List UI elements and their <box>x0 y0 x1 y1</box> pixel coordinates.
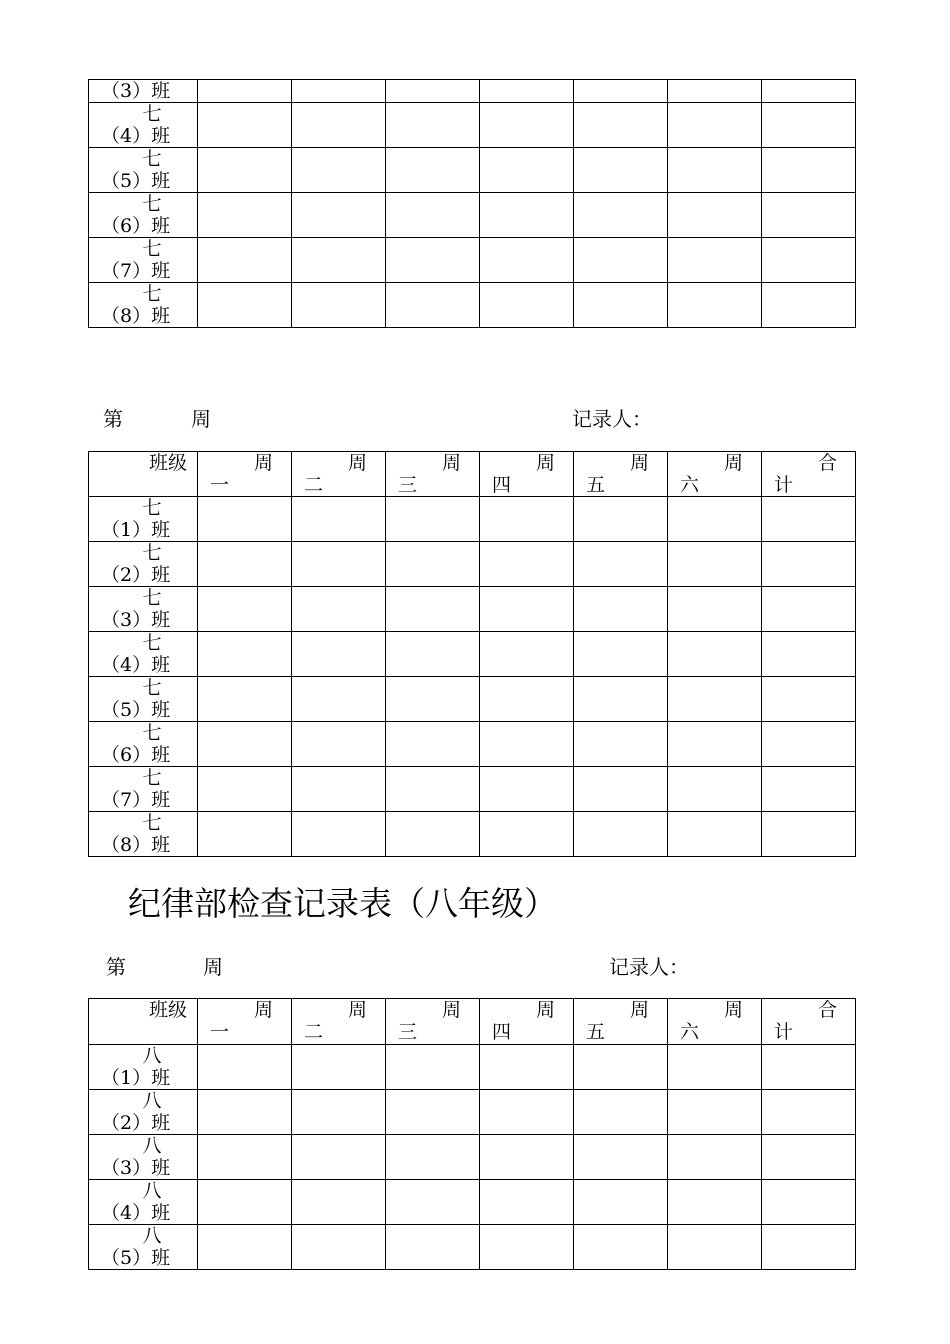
score-cell[interactable] <box>198 767 292 812</box>
score-cell[interactable] <box>292 103 386 148</box>
score-cell[interactable] <box>574 1045 668 1090</box>
score-cell[interactable] <box>480 103 574 148</box>
score-cell[interactable] <box>480 1225 574 1270</box>
table-grade7 <box>88 451 856 857</box>
recorder-label: 记录人： <box>609 955 689 979</box>
week-suffix: 周 <box>203 955 223 979</box>
score-cell[interactable] <box>668 1180 762 1225</box>
score-cell[interactable] <box>480 632 574 677</box>
score-cell[interactable] <box>480 542 574 587</box>
score-cell[interactable] <box>386 238 480 283</box>
score-cell[interactable] <box>480 812 574 857</box>
score-cell[interactable] <box>762 1180 856 1225</box>
score-cell[interactable] <box>292 497 386 542</box>
class-cell: 八 （2）班 <box>89 1090 198 1135</box>
score-cell[interactable] <box>198 722 292 767</box>
header-day: 周 四 <box>480 452 574 497</box>
table-row <box>89 80 856 103</box>
score-cell[interactable] <box>386 632 480 677</box>
score-cell[interactable] <box>292 722 386 767</box>
class-cell: （3）班 <box>89 80 198 103</box>
score-cell[interactable] <box>198 193 292 238</box>
score-cell[interactable] <box>762 497 856 542</box>
table-row <box>89 722 856 767</box>
score-cell[interactable] <box>668 812 762 857</box>
score-cell[interactable] <box>292 1180 386 1225</box>
score-cell[interactable] <box>762 722 856 767</box>
score-cell[interactable] <box>198 238 292 283</box>
score-cell[interactable] <box>480 80 574 103</box>
table-row <box>89 103 856 148</box>
score-cell[interactable] <box>386 722 480 767</box>
header-day: 周 三 <box>386 999 480 1045</box>
page-title: 纪律部检查记录表（八年级） <box>128 884 557 923</box>
class-cell: 八 （1）班 <box>89 1045 198 1090</box>
score-cell[interactable] <box>198 497 292 542</box>
score-cell[interactable] <box>762 283 856 328</box>
score-cell[interactable] <box>292 1135 386 1180</box>
table-row <box>89 283 856 328</box>
score-cell[interactable] <box>198 1225 292 1270</box>
score-cell[interactable] <box>762 103 856 148</box>
week-label: 第 <box>106 955 126 979</box>
score-cell[interactable] <box>292 767 386 812</box>
header-class: 班级 <box>89 452 198 497</box>
score-cell[interactable] <box>480 587 574 632</box>
score-cell[interactable] <box>574 767 668 812</box>
score-cell[interactable] <box>574 80 668 103</box>
header-day: 周 四 <box>480 999 574 1045</box>
score-cell[interactable] <box>574 677 668 722</box>
score-cell[interactable] <box>292 238 386 283</box>
score-cell[interactable] <box>668 80 762 103</box>
score-cell[interactable] <box>386 497 480 542</box>
score-cell[interactable] <box>292 542 386 587</box>
score-cell[interactable] <box>480 238 574 283</box>
score-cell[interactable] <box>668 148 762 193</box>
score-cell[interactable] <box>480 193 574 238</box>
score-cell[interactable] <box>386 283 480 328</box>
class-cell: 七 （7）班 <box>89 238 198 283</box>
header-day: 周 二 <box>292 999 386 1045</box>
score-cell[interactable] <box>480 677 574 722</box>
table-row <box>89 1225 856 1270</box>
score-cell[interactable] <box>198 542 292 587</box>
header-day: 周 一 <box>198 999 292 1045</box>
score-cell[interactable] <box>480 1045 574 1090</box>
header-day: 周 五 <box>574 452 668 497</box>
score-cell[interactable] <box>292 80 386 103</box>
score-cell[interactable] <box>762 1135 856 1180</box>
score-cell[interactable] <box>762 1225 856 1270</box>
score-cell[interactable] <box>668 677 762 722</box>
score-cell[interactable] <box>292 812 386 857</box>
score-cell[interactable] <box>198 1135 292 1180</box>
score-cell[interactable] <box>574 722 668 767</box>
table-row <box>89 238 856 283</box>
score-cell[interactable] <box>574 103 668 148</box>
header-day: 周 三 <box>386 452 480 497</box>
class-cell: 七 （8）班 <box>89 283 198 328</box>
score-cell[interactable] <box>762 1045 856 1090</box>
score-cell[interactable] <box>668 238 762 283</box>
score-cell[interactable] <box>292 632 386 677</box>
score-cell[interactable] <box>762 632 856 677</box>
score-cell[interactable] <box>668 283 762 328</box>
score-cell[interactable] <box>574 148 668 193</box>
table-row <box>89 1090 856 1135</box>
score-cell[interactable] <box>292 1090 386 1135</box>
class-cell: 七 （3）班 <box>89 587 198 632</box>
score-cell[interactable] <box>386 1090 480 1135</box>
score-cell[interactable] <box>762 238 856 283</box>
table-header-row <box>89 999 856 1045</box>
recorder-label: 记录人： <box>572 407 652 431</box>
score-cell[interactable] <box>198 80 292 103</box>
score-cell[interactable] <box>198 103 292 148</box>
score-cell[interactable] <box>574 542 668 587</box>
score-cell[interactable] <box>574 1090 668 1135</box>
header-total: 合 计 <box>762 999 856 1045</box>
score-cell[interactable] <box>574 1180 668 1225</box>
score-cell[interactable] <box>292 193 386 238</box>
class-cell: 八 （5）班 <box>89 1225 198 1270</box>
score-cell[interactable] <box>574 1225 668 1270</box>
score-cell[interactable] <box>574 812 668 857</box>
score-cell[interactable] <box>386 1180 480 1225</box>
score-cell[interactable] <box>292 148 386 193</box>
score-cell[interactable] <box>198 1045 292 1090</box>
score-cell[interactable] <box>198 587 292 632</box>
table-row <box>89 148 856 193</box>
score-cell[interactable] <box>574 497 668 542</box>
table-row <box>89 1045 856 1090</box>
class-cell: 七 （7）班 <box>89 767 198 812</box>
score-cell[interactable] <box>480 148 574 193</box>
score-cell[interactable] <box>386 542 480 587</box>
score-cell[interactable] <box>668 1135 762 1180</box>
score-cell[interactable] <box>480 722 574 767</box>
score-cell[interactable] <box>762 587 856 632</box>
class-cell: 八 （3）班 <box>89 1135 198 1180</box>
score-cell[interactable] <box>480 497 574 542</box>
score-cell[interactable] <box>386 80 480 103</box>
score-cell[interactable] <box>762 148 856 193</box>
table-row <box>89 497 856 542</box>
week-suffix: 周 <box>191 407 211 431</box>
class-cell: 七 （6）班 <box>89 193 198 238</box>
score-cell[interactable] <box>386 677 480 722</box>
score-cell[interactable] <box>668 587 762 632</box>
header-day: 周 二 <box>292 452 386 497</box>
table-grade7-continued <box>88 79 856 328</box>
score-cell[interactable] <box>668 722 762 767</box>
score-cell[interactable] <box>292 677 386 722</box>
table-row <box>89 812 856 857</box>
score-cell[interactable] <box>762 677 856 722</box>
class-cell: 七 （5）班 <box>89 148 198 193</box>
score-cell[interactable] <box>574 1135 668 1180</box>
score-cell[interactable] <box>292 587 386 632</box>
table-row <box>89 1135 856 1180</box>
score-cell[interactable] <box>292 1045 386 1090</box>
score-cell[interactable] <box>386 1045 480 1090</box>
header-class: 班级 <box>89 999 198 1045</box>
score-cell[interactable] <box>386 103 480 148</box>
score-cell[interactable] <box>386 767 480 812</box>
class-cell: 七 （5）班 <box>89 677 198 722</box>
class-cell: 八 （4）班 <box>89 1180 198 1225</box>
table-grade8 <box>88 998 856 1270</box>
table-row <box>89 193 856 238</box>
score-cell[interactable] <box>198 1090 292 1135</box>
score-cell[interactable] <box>574 283 668 328</box>
class-cell: 七 （4）班 <box>89 103 198 148</box>
table-row <box>89 677 856 722</box>
score-cell[interactable] <box>762 80 856 103</box>
table-row <box>89 632 856 677</box>
class-cell: 七 （4）班 <box>89 632 198 677</box>
score-cell[interactable] <box>574 238 668 283</box>
score-cell[interactable] <box>480 283 574 328</box>
score-cell[interactable] <box>292 283 386 328</box>
score-cell[interactable] <box>386 812 480 857</box>
score-cell[interactable] <box>198 1180 292 1225</box>
score-cell[interactable] <box>668 632 762 677</box>
score-cell[interactable] <box>668 103 762 148</box>
class-cell: 七 （2）班 <box>89 542 198 587</box>
score-cell[interactable] <box>668 497 762 542</box>
table-row <box>89 542 856 587</box>
score-cell[interactable] <box>762 767 856 812</box>
score-cell[interactable] <box>480 1090 574 1135</box>
header-day: 周 一 <box>198 452 292 497</box>
class-cell: 七 （1）班 <box>89 497 198 542</box>
score-cell[interactable] <box>198 677 292 722</box>
table-row <box>89 587 856 632</box>
table-row <box>89 1180 856 1225</box>
score-cell[interactable] <box>292 1225 386 1270</box>
week-label: 第 <box>103 407 123 431</box>
score-cell[interactable] <box>668 767 762 812</box>
header-total: 合 计 <box>762 452 856 497</box>
score-cell[interactable] <box>668 1045 762 1090</box>
score-cell[interactable] <box>574 587 668 632</box>
header-day: 周 六 <box>668 452 762 497</box>
score-cell[interactable] <box>480 1180 574 1225</box>
header-day: 周 六 <box>668 999 762 1045</box>
score-cell[interactable] <box>386 587 480 632</box>
score-cell[interactable] <box>668 1225 762 1270</box>
score-cell[interactable] <box>480 767 574 812</box>
score-cell[interactable] <box>574 632 668 677</box>
score-cell[interactable] <box>668 193 762 238</box>
score-cell[interactable] <box>198 632 292 677</box>
score-cell[interactable] <box>198 283 292 328</box>
score-cell[interactable] <box>762 812 856 857</box>
score-cell[interactable] <box>762 1090 856 1135</box>
score-cell[interactable] <box>198 812 292 857</box>
score-cell[interactable] <box>386 1135 480 1180</box>
score-cell[interactable] <box>198 148 292 193</box>
score-cell[interactable] <box>480 1135 574 1180</box>
score-cell[interactable] <box>386 1225 480 1270</box>
class-cell: 七 （8）班 <box>89 812 198 857</box>
score-cell[interactable] <box>386 193 480 238</box>
score-cell[interactable] <box>574 193 668 238</box>
table-row <box>89 767 856 812</box>
score-cell[interactable] <box>386 148 480 193</box>
header-day: 周 五 <box>574 999 668 1045</box>
score-cell[interactable] <box>668 542 762 587</box>
table-header-row <box>89 452 856 497</box>
score-cell[interactable] <box>762 193 856 238</box>
score-cell[interactable] <box>668 1090 762 1135</box>
class-cell: 七 （6）班 <box>89 722 198 767</box>
score-cell[interactable] <box>762 542 856 587</box>
